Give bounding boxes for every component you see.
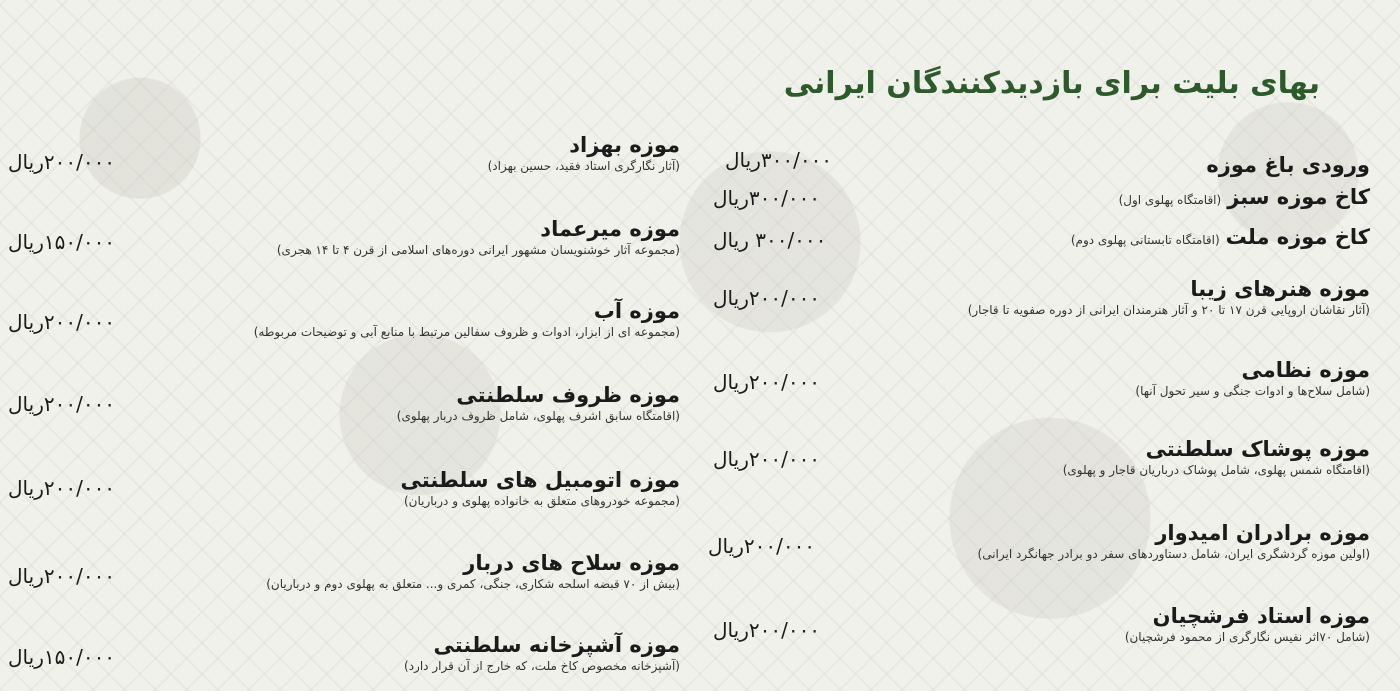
list-item — [968, 276, 1370, 318]
item-price: ۲۰۰/۰۰۰ریال — [713, 286, 821, 310]
list-item — [1206, 152, 1370, 178]
item-name: موزه برادران امیدوار — [1155, 521, 1370, 545]
item-name: موزه اتومبیل های سلطنتی — [400, 468, 680, 492]
item-description: (آثار نگارگری استاد فقید، حسین بهزاد) — [487, 159, 680, 173]
item-name: موزه آشپزخانه سلطنتی — [433, 633, 680, 657]
list-item — [254, 298, 680, 340]
item-price: ۲۰۰/۰۰۰ریال — [8, 392, 116, 416]
item-name: موزه میرعماد — [540, 217, 680, 241]
item-price: ۲۰۰/۰۰۰ریال — [708, 534, 816, 558]
item-price: ۲۰۰/۰۰۰ریال — [713, 447, 821, 471]
item-price: ۲۰۰/۰۰۰ریال — [8, 476, 116, 500]
item-price: ۲۰۰/۰۰۰ریال — [8, 310, 116, 334]
item-price: ۱۵۰/۰۰۰ریال — [8, 645, 116, 669]
list-item — [488, 132, 680, 174]
list-item — [1119, 184, 1370, 213]
item-description: (آثار نقاشان اروپایی قرن ۱۷ تا ۲۰ و آثار هنرمندان ایرانی از دوره صفویه تا قاجار) — [967, 303, 1370, 317]
item-name: موزه هنرهای زیبا — [1190, 277, 1370, 301]
item-name: کاخ موزه سبز — [1227, 185, 1370, 209]
item-description: (مجموعه ای از ابزار، ادوات و ظروف سفالین مرتبط با منابع آبی و توضیحات مربوطه) — [253, 325, 680, 339]
list-item — [266, 550, 680, 592]
item-description: (اقامتگاه تابستانی پهلوی دوم) — [1070, 233, 1220, 247]
item-name: موزه ظروف سلطنتی — [456, 383, 680, 407]
list-item — [1063, 436, 1370, 478]
list-item — [978, 520, 1370, 562]
item-description: (بیش از ۷۰ قبضه اسلحه شکاری، جنگی، کمری و... متعلق به پهلوی دوم و درباریان) — [266, 577, 680, 591]
page-title: بهای بلیت برای بازدیدکنندگان ایرانی — [783, 66, 1320, 101]
item-price: ۳۰۰/۰۰۰ ریال — [713, 228, 827, 252]
item-description: (مجموعه آثار خوشنویسان مشهور ایرانی دوره‌های اسلامی از قرن ۴ تا ۱۴ هجری) — [276, 243, 680, 257]
list-item — [1071, 224, 1370, 253]
item-description: (شامل ۷۰اثر نفیس نگارگری از محمود فرشچیان) — [1124, 630, 1370, 644]
item-description: (اقامتگاه سابق اشرف پهلوی، شامل ظروف دربار پهلوی) — [396, 409, 680, 423]
item-name: موزه نظامی — [1241, 358, 1370, 382]
item-description: (اقامتگاه شمس پهلوی، شامل پوشاک درباریان قاجار و پهلوی) — [1062, 463, 1370, 477]
item-description: (اولین موزه گردشگری ایران، شامل دستاوردهای سفر دو برادر جهانگرد ایرانی) — [977, 547, 1370, 561]
list-item — [401, 467, 681, 509]
item-description: (اقامتگاه پهلوی اول) — [1118, 193, 1222, 207]
item-description: (آشپزخانه مخصوص کاخ ملت، که خارج از آن قرار دارد) — [404, 659, 680, 673]
item-name: کاخ موزه ملت — [1225, 225, 1370, 249]
list-item — [1125, 603, 1370, 645]
item-price: ۲۰۰/۰۰۰ریال — [713, 370, 821, 394]
item-price: ۲۰۰/۰۰۰ریال — [713, 618, 821, 642]
item-name: موزه بهزاد — [569, 133, 680, 157]
item-price: ۲۰۰/۰۰۰ریال — [8, 150, 116, 174]
item-name: موزه استاد فرشچیان — [1152, 604, 1370, 628]
list-item — [397, 382, 680, 424]
item-name: موزه پوشاک سلطنتی — [1145, 437, 1370, 461]
item-name: موزه آب — [593, 299, 680, 323]
item-description: (شامل سلاح‌ها و ادوات جنگی و سیر تحول آنها) — [1135, 384, 1370, 398]
list-item — [277, 216, 680, 258]
item-name: ورودی باغ موزه — [1206, 153, 1370, 177]
item-description: (مجموعه خودروهای متعلق به خانواده پهلوی و درباریان) — [403, 494, 680, 508]
item-price: ۱۵۰/۰۰۰ریال — [8, 230, 116, 254]
item-price: ۳۰۰/۰۰۰ریال — [713, 186, 821, 210]
item-price: ۲۰۰/۰۰۰ریال — [8, 564, 116, 588]
item-price: ۳۰۰/۰۰۰ریال — [725, 148, 833, 172]
list-item — [404, 632, 680, 674]
list-item — [1135, 357, 1370, 399]
item-name: موزه سلاح های دربار — [463, 551, 680, 575]
